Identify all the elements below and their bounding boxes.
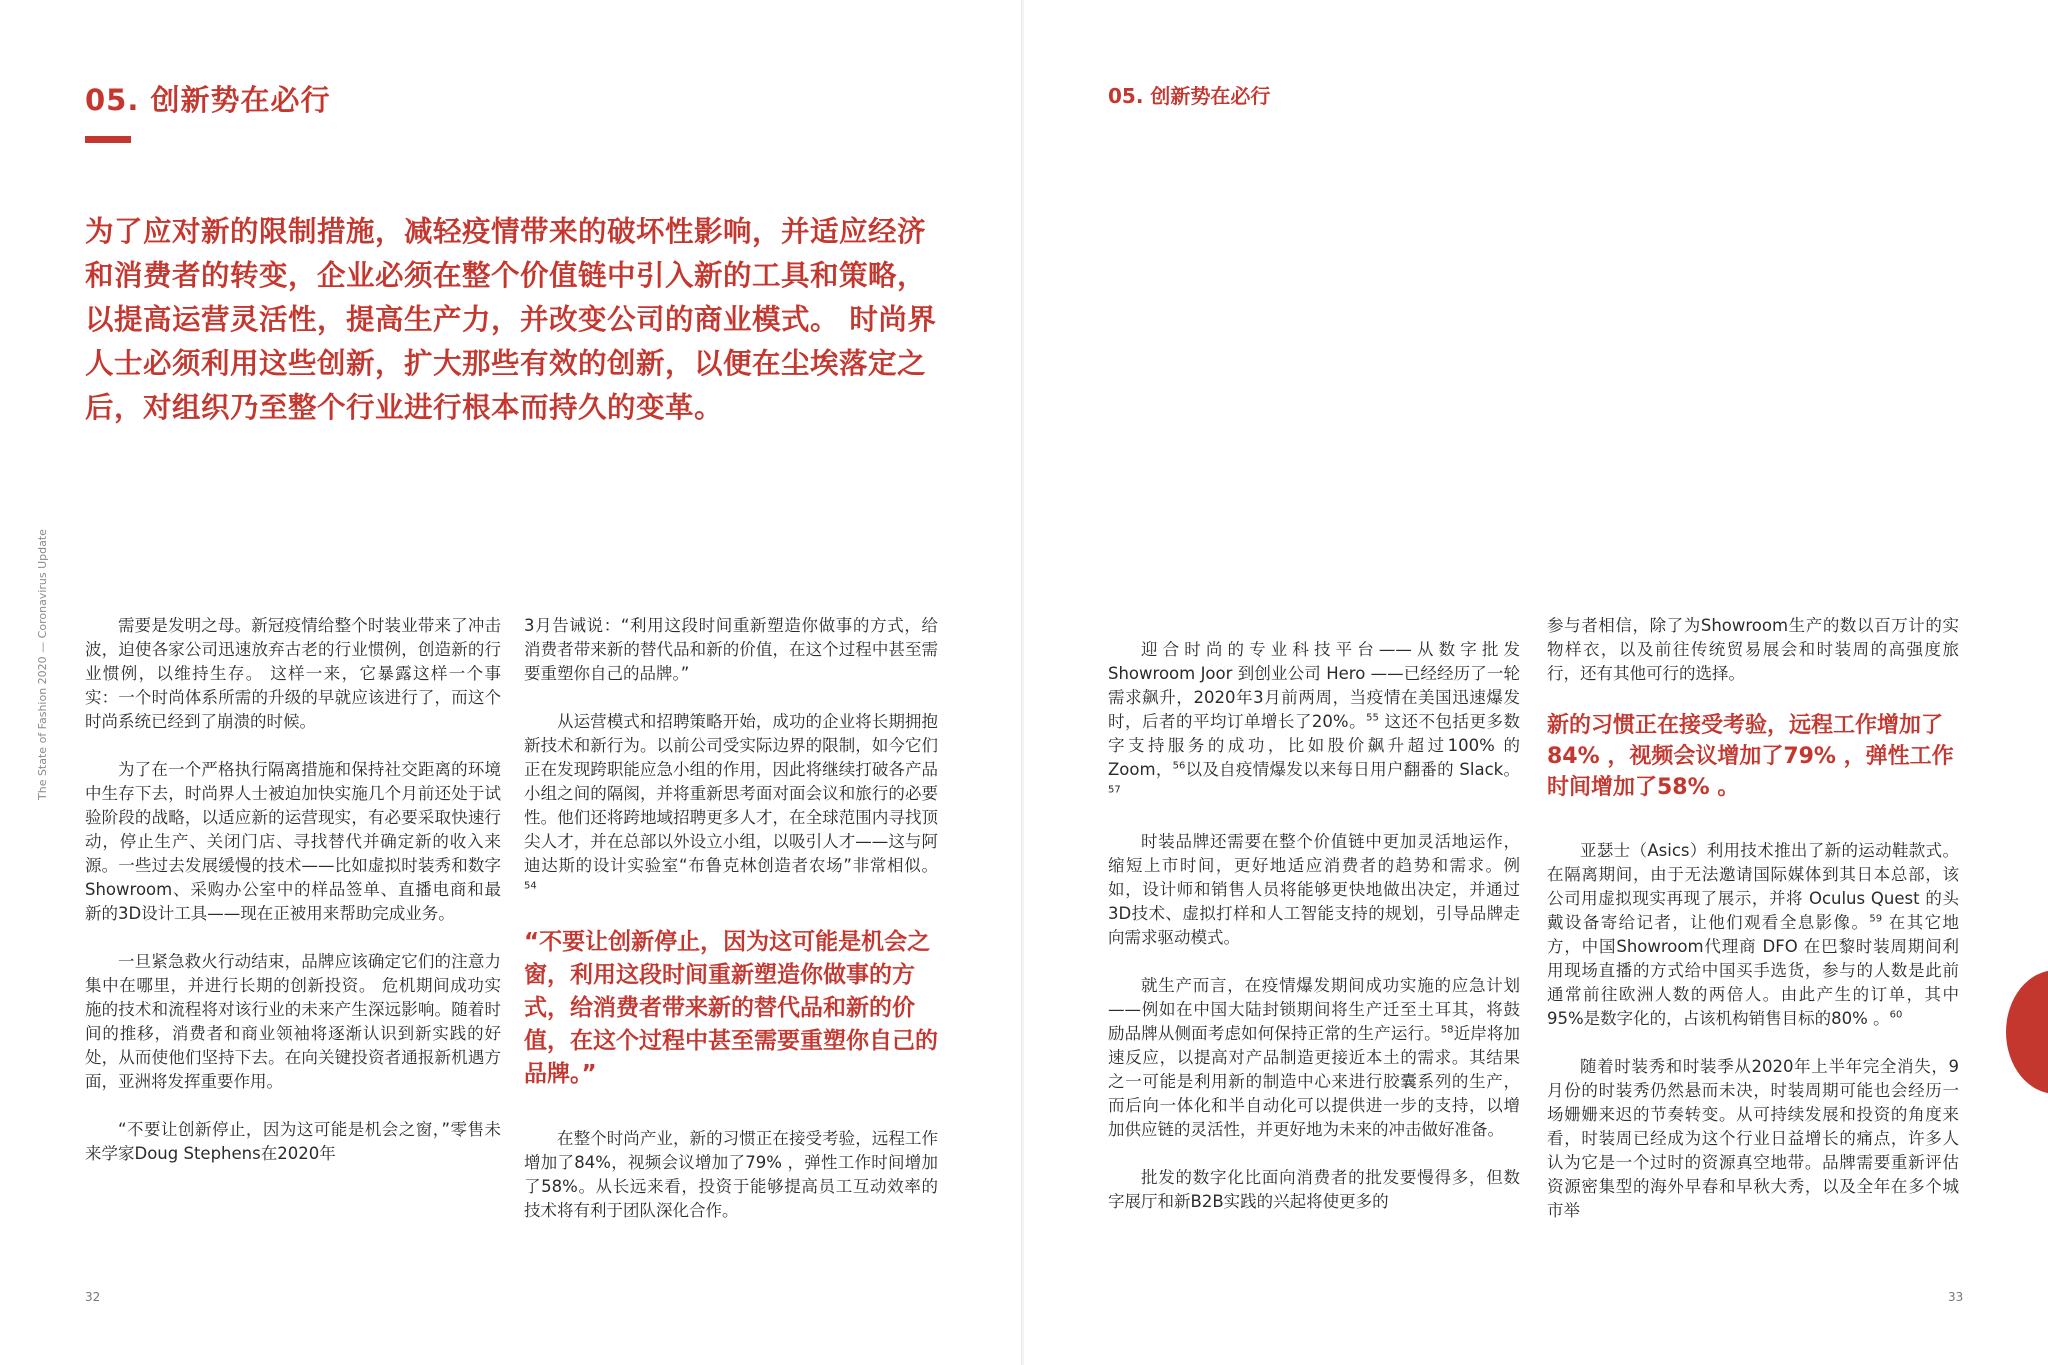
body-paragraph: 时装品牌还需要在整个价值链中更加灵活地运作，缩短上市时间，更好地适应消费者的趋势和需求。例如，设计师和销售人员将能够更快地做出决定，并通过3D技术、虚拟打样和人工智能支持的规划，引导品牌走向需求驱动模式。: [1108, 832, 1520, 947]
body-paragraph: [1547, 839, 1959, 1031]
footnote-ref: 56: [1172, 760, 1186, 772]
body-paragraph: [524, 710, 938, 902]
report-sidebar-label: The State of Fashion 2020 — Coronavirus Update: [36, 529, 49, 800]
body-paragraph: “不要让创新停止，因为这可能是机会之窗，”零售未来学家Doug Stephens在2020年: [85, 1120, 501, 1163]
lead-paragraph: 为了应对新的限制措施，减轻疫情带来的破坏性影响，并适应经济和消费者的转变，企业必须在整个价值链中引入新的工具和策略，以提高运营灵活性，提高生产力，并改变公司的商业模式。 时尚界人士必须利用这些创新，扩大那些有效的创新，以便在尘埃落定之后，对组织乃至整个行业进行根本而持久的变革。: [85, 215, 937, 424]
decorative-circle: [2006, 970, 2048, 1094]
body-paragraph: 为了在一个严格执行隔离措施和保持社交距离的环境中生存下去，时尚界人士被迫加快实施几个月前还处于试验阶段的战略，以适应新的运营现实，有必要采取快速行动，停止生产、关闭门店、寻找替代并确定新的收入来源。一些过去发展缓慢的技术——比如虚拟时装秀和数字Showroom、采购办公室中的样品签单、直播电商和最新的3D设计工具——现在正被用来帮助完成业务。: [85, 760, 501, 923]
pull-quote: 新的习惯正在接受考验，远程工作增加了84% ，视频会议增加了79% ，弹性工作时间增加了58% 。: [1547, 713, 1954, 800]
body-text: 亚瑟士（Asics）利用技术推出了新的运动鞋款式。在隔离期间，由于无法邀请国际媒体到其日本总部，该公司用虚拟现实再现了展示，并将 Oculus Quest 的头戴设备寄给记者，让他们观看全息影像。: [1547, 841, 1959, 932]
body-paragraph: 3月告诫说：“利用这段时间重新塑造你做事的方式，给消费者带来新的替代品和新的价值，在这个过程中甚至需要重塑你自己的品牌。”: [524, 616, 938, 683]
body-paragraph: [1108, 638, 1520, 806]
footnote-ref: 54: [524, 880, 537, 892]
right-page: [1024, 0, 2048, 1365]
footnote-ref: 60: [1889, 1009, 1903, 1021]
body-text: 在其它地方，中国Showroom代理商 DFO 在巴黎时装周期间利用现场直播的方式给中国买手选货，参与的人数是此前通常前往欧洲人数的两倍人。由此产生的订单，其中95%是数字化的，占该机构销售目标的80% 。: [1547, 913, 1960, 1028]
left-page: [0, 0, 1022, 1365]
body-paragraph: 批发的数字化比面向消费者的批发要慢得多，但数字展厅和新B2B实践的兴起将使更多的: [1108, 1168, 1520, 1211]
footnote-ref: 58: [1440, 1024, 1454, 1036]
body-text: 近岸将加速反应，以提高对产品制造更接近本土的需求。其结果之一可能是利用新的制造中心来进行胶囊系列的生产，而后向一体化和半自动化可以提供进一步的支持，以增加供应链的灵活性，并更好地为未来的冲击做好准备。: [1108, 1024, 1521, 1139]
pull-quote: “不要让创新停止，因为这可能是机会之窗，利用这段时间重新塑造你做事的方式，给消费者带来新的替代品和新的价值，在这个过程中甚至需要重塑你自己的品牌。”: [524, 929, 938, 1087]
text-column-1: [85, 614, 501, 1190]
body-text: 从运营模式和招聘策略开始，成功的企业将长期拥抱新技术和新行为。以前公司受实际边界的限制，如今它们正在发现跨职能应急小组的作用，因此将继续打破各产品小组之间的隔阂，并将重新思考面对面会议和旅行的必要性。他们还将跨地域招聘更多人才，在全球范围内寻找顶尖人才，并在总部以外设立小组，以吸引人才——这与阿迪达斯的设计实验室“布鲁克林创造者农场”非常相似。: [524, 712, 938, 875]
page-number: 32: [85, 1290, 101, 1304]
body-paragraph: 在整个时尚产业，新的习惯正在接受考验，远程工作增加了84%，视频会议增加了79% ，弹性工作时间增加了58%。从长远来看，投资于能够提高员工互动效率的技术将有利于团队深化合作。: [524, 1129, 938, 1220]
text-column-2: [524, 614, 938, 1247]
body-paragraph: [1108, 974, 1520, 1142]
body-text: 这还不包括更多数字支持服务的成功，比如股价飙升超过100% 的Zoom，: [1108, 712, 1520, 779]
body-text: 迎合时尚的专业科技平台——从数字批发Showroom Joor 到创业公司 Hero ——已经经历了一轮需求飙升，2020年3月前两周，当疫情在美国迅速爆发时，后者的平均订单增长了20%。: [1108, 640, 1520, 731]
text-column-4: [1547, 614, 1959, 1247]
body-text: 就生产而言，在疫情爆发期间成功实施的应急计划——例如在中国大陆封锁期间将生产迁至土耳其，将鼓励品牌从侧面考虑如何保持正常的生产运行。: [1108, 976, 1520, 1043]
body-paragraph: 参与者相信，除了为Showroom生产的数以百万计的实物样衣，以及前往传统贸易展会和时装周的高强度旅行，还有其他可行的选择。: [1547, 616, 1959, 683]
body-text: 以及自疫情爆发以来每日用户翻番的 Slack。: [1185, 760, 1520, 779]
section-title: 05. 创新势在必行: [85, 83, 331, 117]
body-paragraph: 随着时装秀和时装季从2020年上半年完全消失，9月份的时装秀仍然悬而未决，时装周期可能也会经历一场姗姗来迟的节奏转变。从可持续发展和投资的角度来看，时装周已经成为这个行业日益增长的痛点，许多人认为它是一个过时的资源真空地带。品牌需要重新评估资源密集型的海外早春和早秋大秀，以及全年在多个城市举: [1547, 1057, 1959, 1220]
running-section-title: 05. 创新势在必行: [1108, 84, 1271, 108]
footnote-ref: 55: [1366, 712, 1379, 724]
body-paragraph: 一旦紧急救火行动结束，品牌应该确定它们的注意力集中在哪里，并进行长期的创新投资。 危机期间成功实施的技术和流程将对该行业的未来产生深远影响。随着时间的推移，消费者和商业领袖将逐渐认识到新实践的好处，从而使他们坚持下去。在向关键投资者通报新机遇方面，亚洲将发挥重要作用。: [85, 952, 501, 1091]
footnote-ref: 57: [1108, 784, 1121, 796]
page-number: 33: [1948, 1290, 1964, 1304]
text-column-3: [1108, 638, 1520, 1238]
body-paragraph: 需要是发明之母。新冠疫情给整个时装业带来了冲击波，迫使各家公司迅速放弃古老的行业惯例，创造新的行业惯例，以维持生存。 这样一来，它暴露这样一个事实：一个时尚体系所需的升级的早就应该进行了，而这个时尚系统已经到了崩溃的时候。: [85, 616, 501, 731]
title-underline: [85, 136, 131, 143]
footnote-ref: 59: [1869, 913, 1883, 925]
